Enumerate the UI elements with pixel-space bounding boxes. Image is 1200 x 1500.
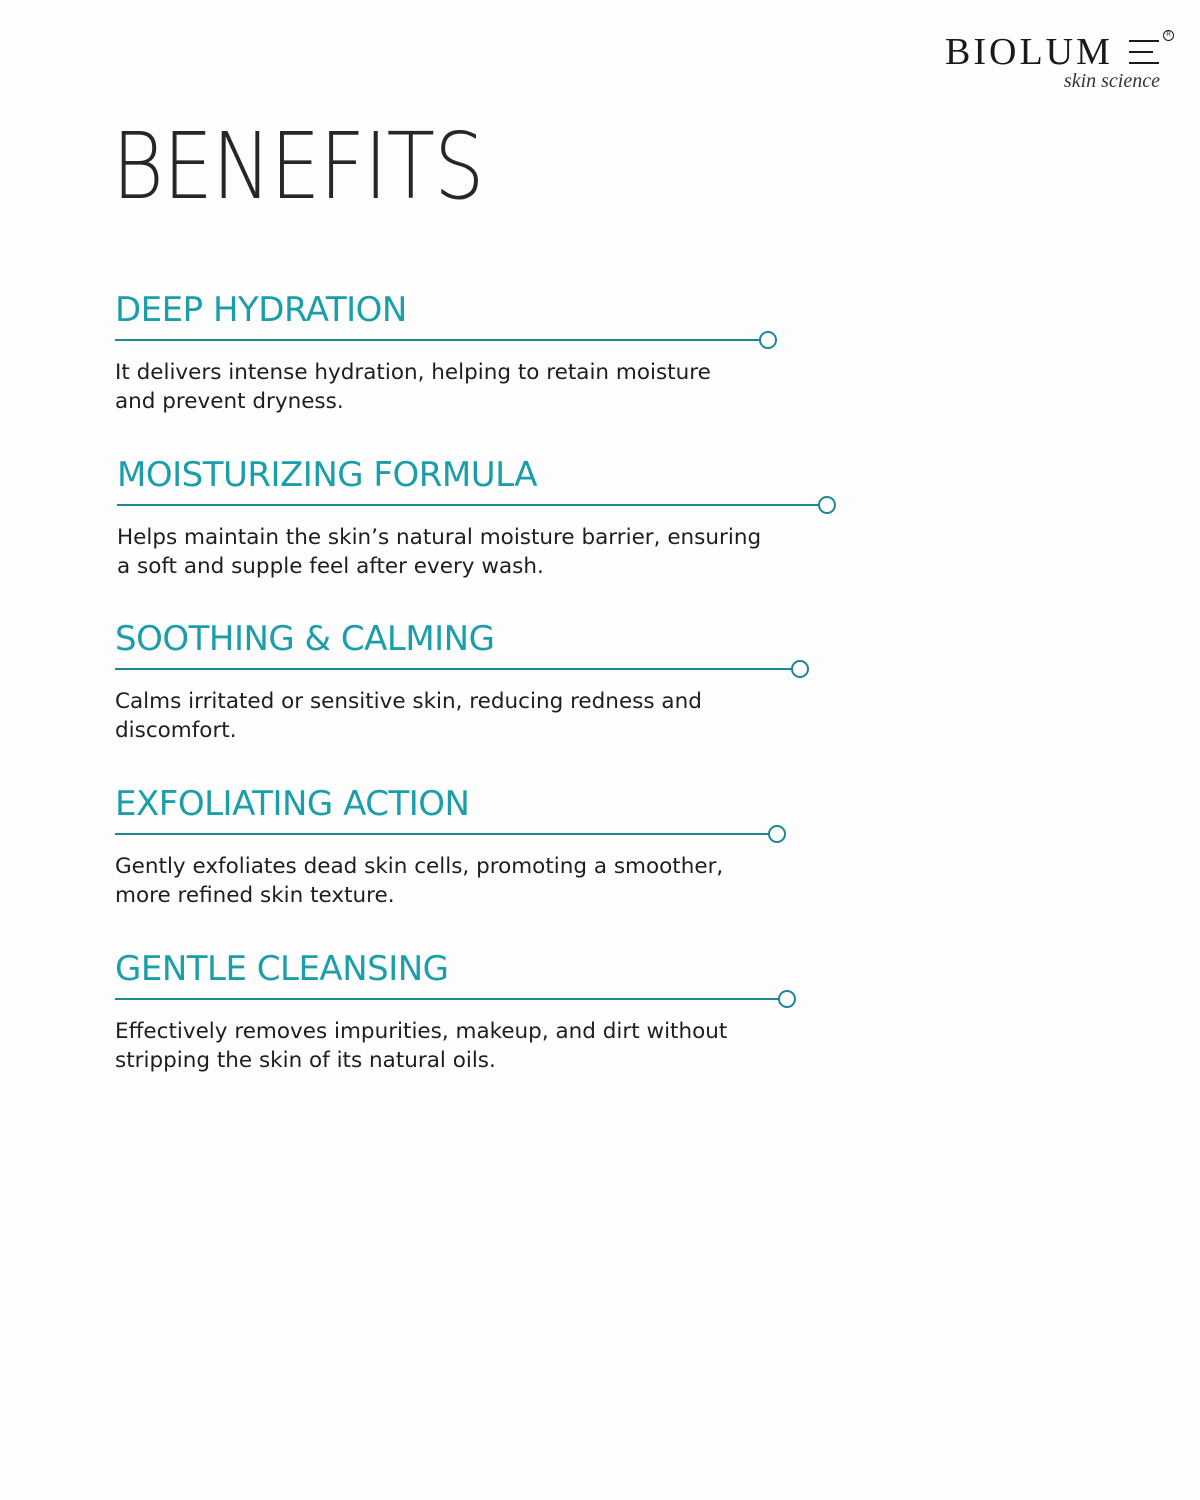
description-line: more refined skin texture. [115, 883, 395, 908]
description-line: It delivers intense hydration, helping to retain moisture [115, 360, 711, 385]
registered-mark-icon: R [1163, 30, 1174, 41]
brand-logo [945, 30, 1175, 100]
divider-line [115, 339, 761, 341]
logo-tagline: skin science [1063, 70, 1160, 92]
divider-line [115, 998, 780, 1000]
description-line: Helps maintain the skin’s natural moisture barrier, ensuring [117, 525, 762, 550]
description-line: Gently exfoliates dead skin cells, promoting a smoother, [115, 854, 724, 879]
benefit-title: SOOTHING & CALMING [115, 619, 495, 659]
divider-line [115, 668, 793, 670]
divider-line [115, 833, 770, 835]
benefit-description [115, 1017, 727, 1075]
description-line: and prevent dryness. [115, 389, 344, 414]
benefit-description [115, 358, 711, 416]
logo-wordmark: BIOLUM [945, 31, 1113, 73]
benefit-title: DEEP HYDRATION [115, 290, 407, 330]
description-line: Effectively removes impurities, makeup, and dirt without [115, 1019, 728, 1044]
benefit-description [115, 852, 723, 910]
description-line: discomfort. [115, 718, 237, 743]
circle-marker-icon [759, 331, 777, 349]
benefit-description [117, 523, 761, 581]
description-line: stripping the skin of its natural oils. [115, 1048, 496, 1073]
benefit-description [115, 687, 702, 745]
circle-marker-icon [818, 496, 836, 514]
description-line: a soft and supple feel after every wash. [117, 554, 544, 579]
circle-marker-icon [791, 660, 809, 678]
benefit-title: MOISTURIZING FORMULA [117, 455, 538, 495]
benefit-title: GENTLE CLEANSING [115, 949, 449, 989]
divider-line [117, 504, 820, 506]
circle-marker-icon [778, 990, 796, 1008]
benefit-title: EXFOLIATING ACTION [115, 784, 470, 824]
description-line: Calms irritated or sensitive skin, reducing redness and [115, 689, 702, 714]
page-title: BENEFITS [112, 113, 484, 220]
logo-e-mark-icon [1129, 37, 1159, 65]
circle-marker-icon [768, 825, 786, 843]
